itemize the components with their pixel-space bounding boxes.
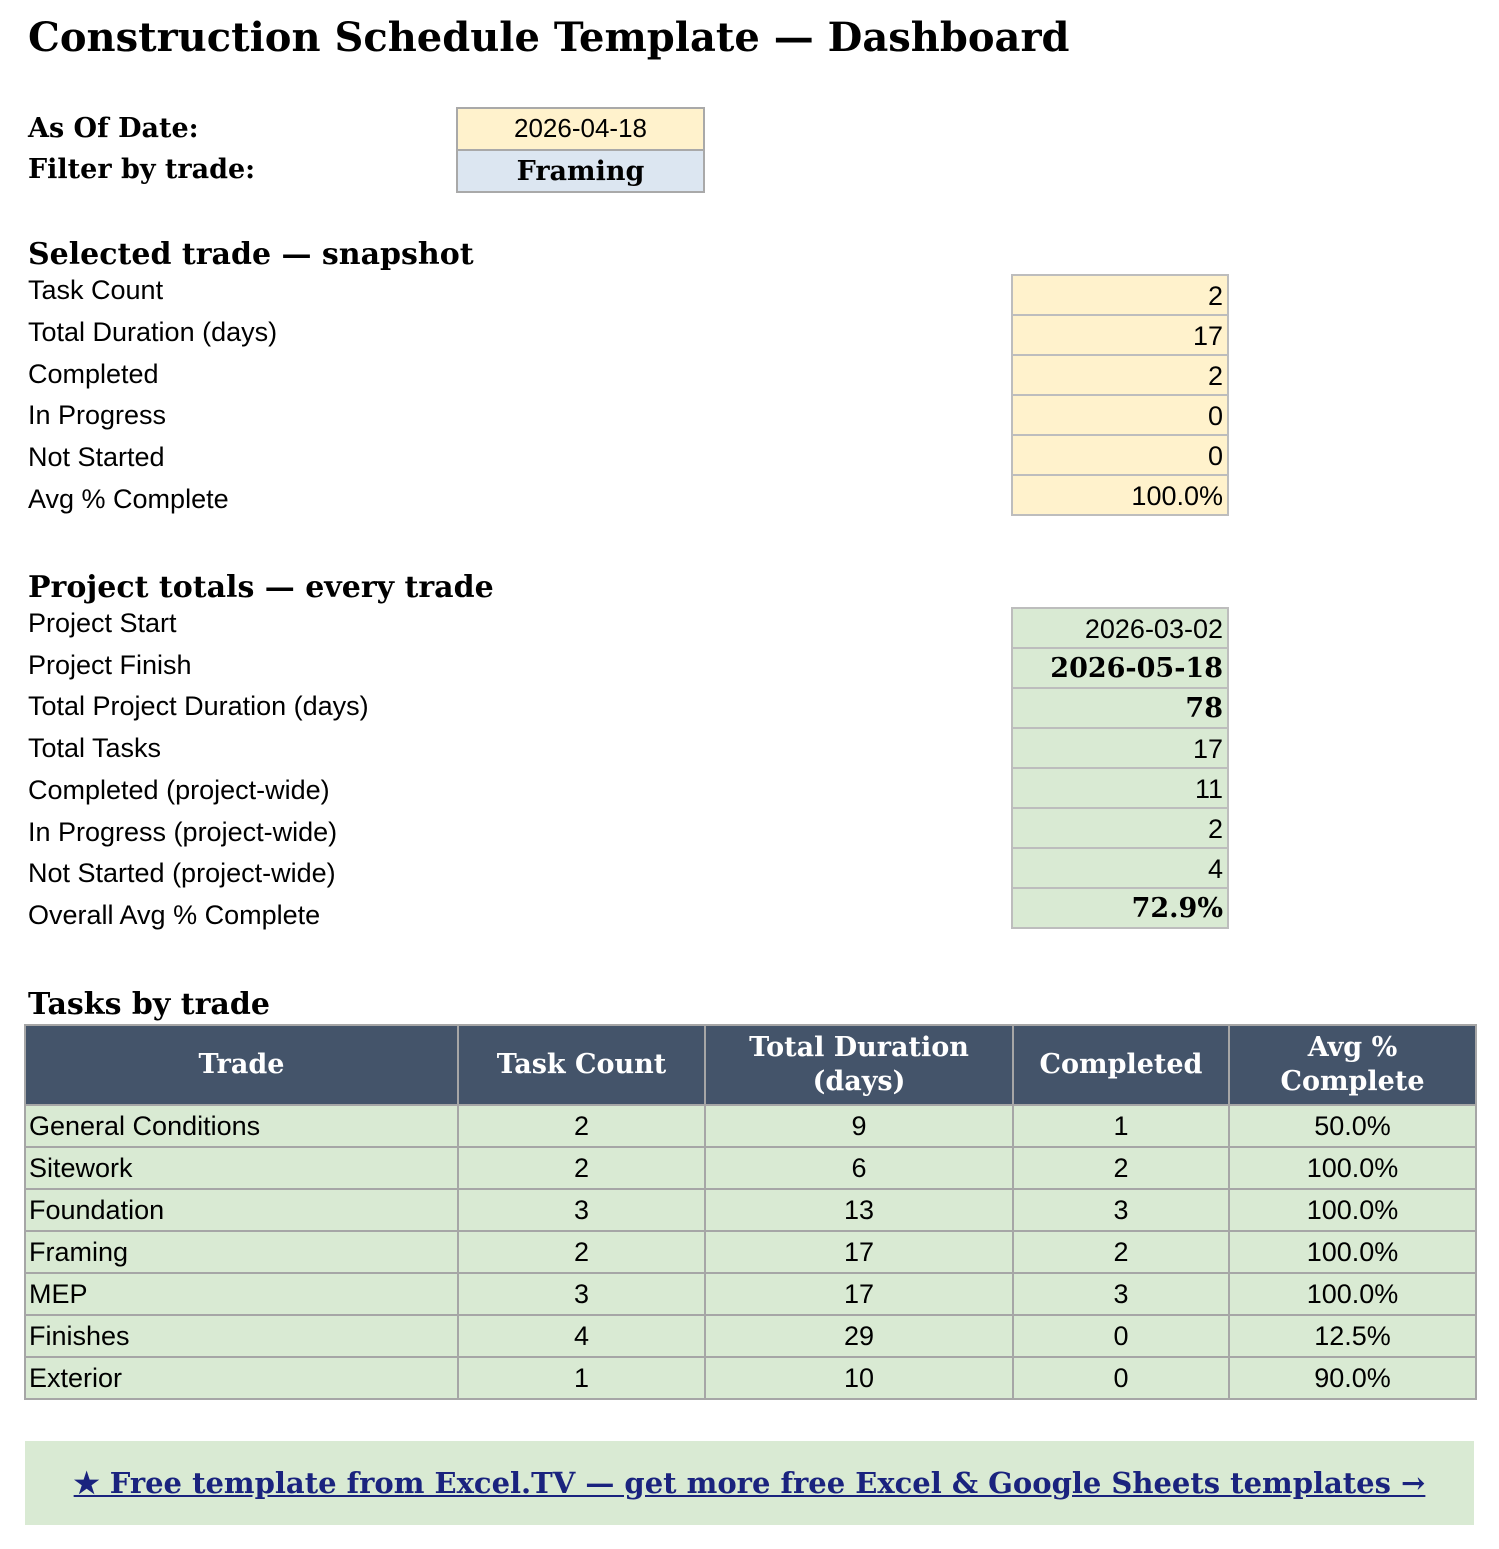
trade-cell: MEP bbox=[25, 1273, 458, 1315]
project-label-overall-avg: Overall Avg % Complete bbox=[28, 900, 321, 930]
project-value-overall-avg: 72.9% bbox=[1011, 887, 1229, 929]
column-header-trade: Trade bbox=[25, 1025, 458, 1105]
table-row bbox=[25, 1357, 1476, 1399]
trade-cell: Foundation bbox=[25, 1189, 458, 1231]
column-header-total-duration: Total Duration (days) bbox=[705, 1025, 1013, 1105]
snapshot-value-in-progress: 0 bbox=[1011, 394, 1229, 436]
snapshot-label-task-count: Task Count bbox=[28, 275, 164, 305]
completed-cell: 2 bbox=[1013, 1147, 1229, 1189]
as-of-date-input[interactable]: 2026-04-18 bbox=[456, 107, 705, 151]
task-count-cell: 2 bbox=[458, 1105, 705, 1147]
snapshot-values bbox=[1011, 274, 1229, 516]
avg-complete-cell: 100.0% bbox=[1229, 1147, 1476, 1189]
avg-complete-cell: 50.0% bbox=[1229, 1105, 1476, 1147]
duration-cell: 17 bbox=[705, 1273, 1013, 1315]
snapshot-value-task-count: 2 bbox=[1011, 274, 1229, 316]
table-header-row bbox=[25, 1025, 1476, 1105]
task-count-cell: 4 bbox=[458, 1315, 705, 1357]
table-row bbox=[25, 1315, 1476, 1357]
page-title: Construction Schedule Template — Dashboard bbox=[28, 14, 1070, 61]
completed-cell: 3 bbox=[1013, 1189, 1229, 1231]
tasks-by-trade-table bbox=[24, 1024, 1477, 1400]
avg-complete-cell: 12.5% bbox=[1229, 1315, 1476, 1357]
duration-cell: 9 bbox=[705, 1105, 1013, 1147]
duration-cell: 10 bbox=[705, 1357, 1013, 1399]
project-label-total-tasks: Total Tasks bbox=[28, 733, 162, 763]
duration-cell: 17 bbox=[705, 1231, 1013, 1273]
trade-cell: General Conditions bbox=[25, 1105, 458, 1147]
project-values bbox=[1011, 607, 1229, 929]
project-label-completed: Completed (project-wide) bbox=[28, 775, 330, 805]
snapshot-label-in-progress: In Progress bbox=[28, 400, 167, 430]
trade-cell: Exterior bbox=[25, 1357, 458, 1399]
trade-filter-select[interactable]: Framing bbox=[456, 149, 705, 193]
project-value-start: 2026-03-02 bbox=[1011, 607, 1229, 649]
filter-by-trade-label: Filter by trade: bbox=[28, 154, 256, 185]
trade-cell: Finishes bbox=[25, 1315, 458, 1357]
column-header-completed: Completed bbox=[1013, 1025, 1229, 1105]
project-label-finish: Project Finish bbox=[28, 650, 192, 680]
task-count-cell: 2 bbox=[458, 1231, 705, 1273]
completed-cell: 1 bbox=[1013, 1105, 1229, 1147]
duration-cell: 13 bbox=[705, 1189, 1013, 1231]
project-label-in-progress: In Progress (project-wide) bbox=[28, 817, 338, 847]
snapshot-value-not-started: 0 bbox=[1011, 434, 1229, 476]
task-count-cell: 2 bbox=[458, 1147, 705, 1189]
project-value-finish: 2026-05-18 bbox=[1011, 647, 1229, 689]
as-of-date-label: As Of Date: bbox=[28, 113, 199, 144]
trade-cell: Framing bbox=[25, 1231, 458, 1273]
completed-cell: 0 bbox=[1013, 1315, 1229, 1357]
table-row bbox=[25, 1147, 1476, 1189]
project-value-total-tasks: 17 bbox=[1011, 727, 1229, 769]
duration-cell: 29 bbox=[705, 1315, 1013, 1357]
project-value-completed: 11 bbox=[1011, 767, 1229, 809]
snapshot-label-not-started: Not Started bbox=[28, 442, 165, 472]
trade-cell: Sitework bbox=[25, 1147, 458, 1189]
project-label-duration: Total Project Duration (days) bbox=[28, 691, 369, 721]
tasks-by-trade-heading: Tasks by trade bbox=[28, 987, 270, 1022]
task-count-cell: 3 bbox=[458, 1273, 705, 1315]
snapshot-heading: Selected trade — snapshot bbox=[28, 237, 474, 272]
table-row bbox=[25, 1273, 1476, 1315]
footer-banner bbox=[25, 1441, 1474, 1525]
table-row bbox=[25, 1189, 1476, 1231]
task-count-cell: 1 bbox=[458, 1357, 705, 1399]
excel-tv-templates-link[interactable]: ★ Free template from Excel.TV — get more free Excel & Google Sheets templates → bbox=[73, 1466, 1426, 1500]
snapshot-value-completed: 2 bbox=[1011, 354, 1229, 396]
completed-cell: 0 bbox=[1013, 1357, 1229, 1399]
project-value-duration: 78 bbox=[1011, 687, 1229, 729]
snapshot-label-avg-complete: Avg % Complete bbox=[28, 484, 229, 514]
task-count-cell: 3 bbox=[458, 1189, 705, 1231]
snapshot-value-total-duration: 17 bbox=[1011, 314, 1229, 356]
column-header-avg-complete: Avg % Complete bbox=[1229, 1025, 1476, 1105]
avg-complete-cell: 100.0% bbox=[1229, 1231, 1476, 1273]
column-header-task-count: Task Count bbox=[458, 1025, 705, 1105]
table-row bbox=[25, 1105, 1476, 1147]
completed-cell: 3 bbox=[1013, 1273, 1229, 1315]
table-row bbox=[25, 1231, 1476, 1273]
snapshot-value-avg-complete: 100.0% bbox=[1011, 474, 1229, 516]
project-label-not-started: Not Started (project-wide) bbox=[28, 858, 336, 888]
avg-complete-cell: 100.0% bbox=[1229, 1273, 1476, 1315]
snapshot-label-total-duration: Total Duration (days) bbox=[28, 317, 278, 347]
project-totals-heading: Project totals — every trade bbox=[28, 570, 494, 605]
project-value-not-started: 4 bbox=[1011, 847, 1229, 889]
snapshot-label-completed: Completed bbox=[28, 359, 159, 389]
project-label-start: Project Start bbox=[28, 608, 177, 638]
avg-complete-cell: 90.0% bbox=[1229, 1357, 1476, 1399]
duration-cell: 6 bbox=[705, 1147, 1013, 1189]
avg-complete-cell: 100.0% bbox=[1229, 1189, 1476, 1231]
completed-cell: 2 bbox=[1013, 1231, 1229, 1273]
project-value-in-progress: 2 bbox=[1011, 807, 1229, 849]
